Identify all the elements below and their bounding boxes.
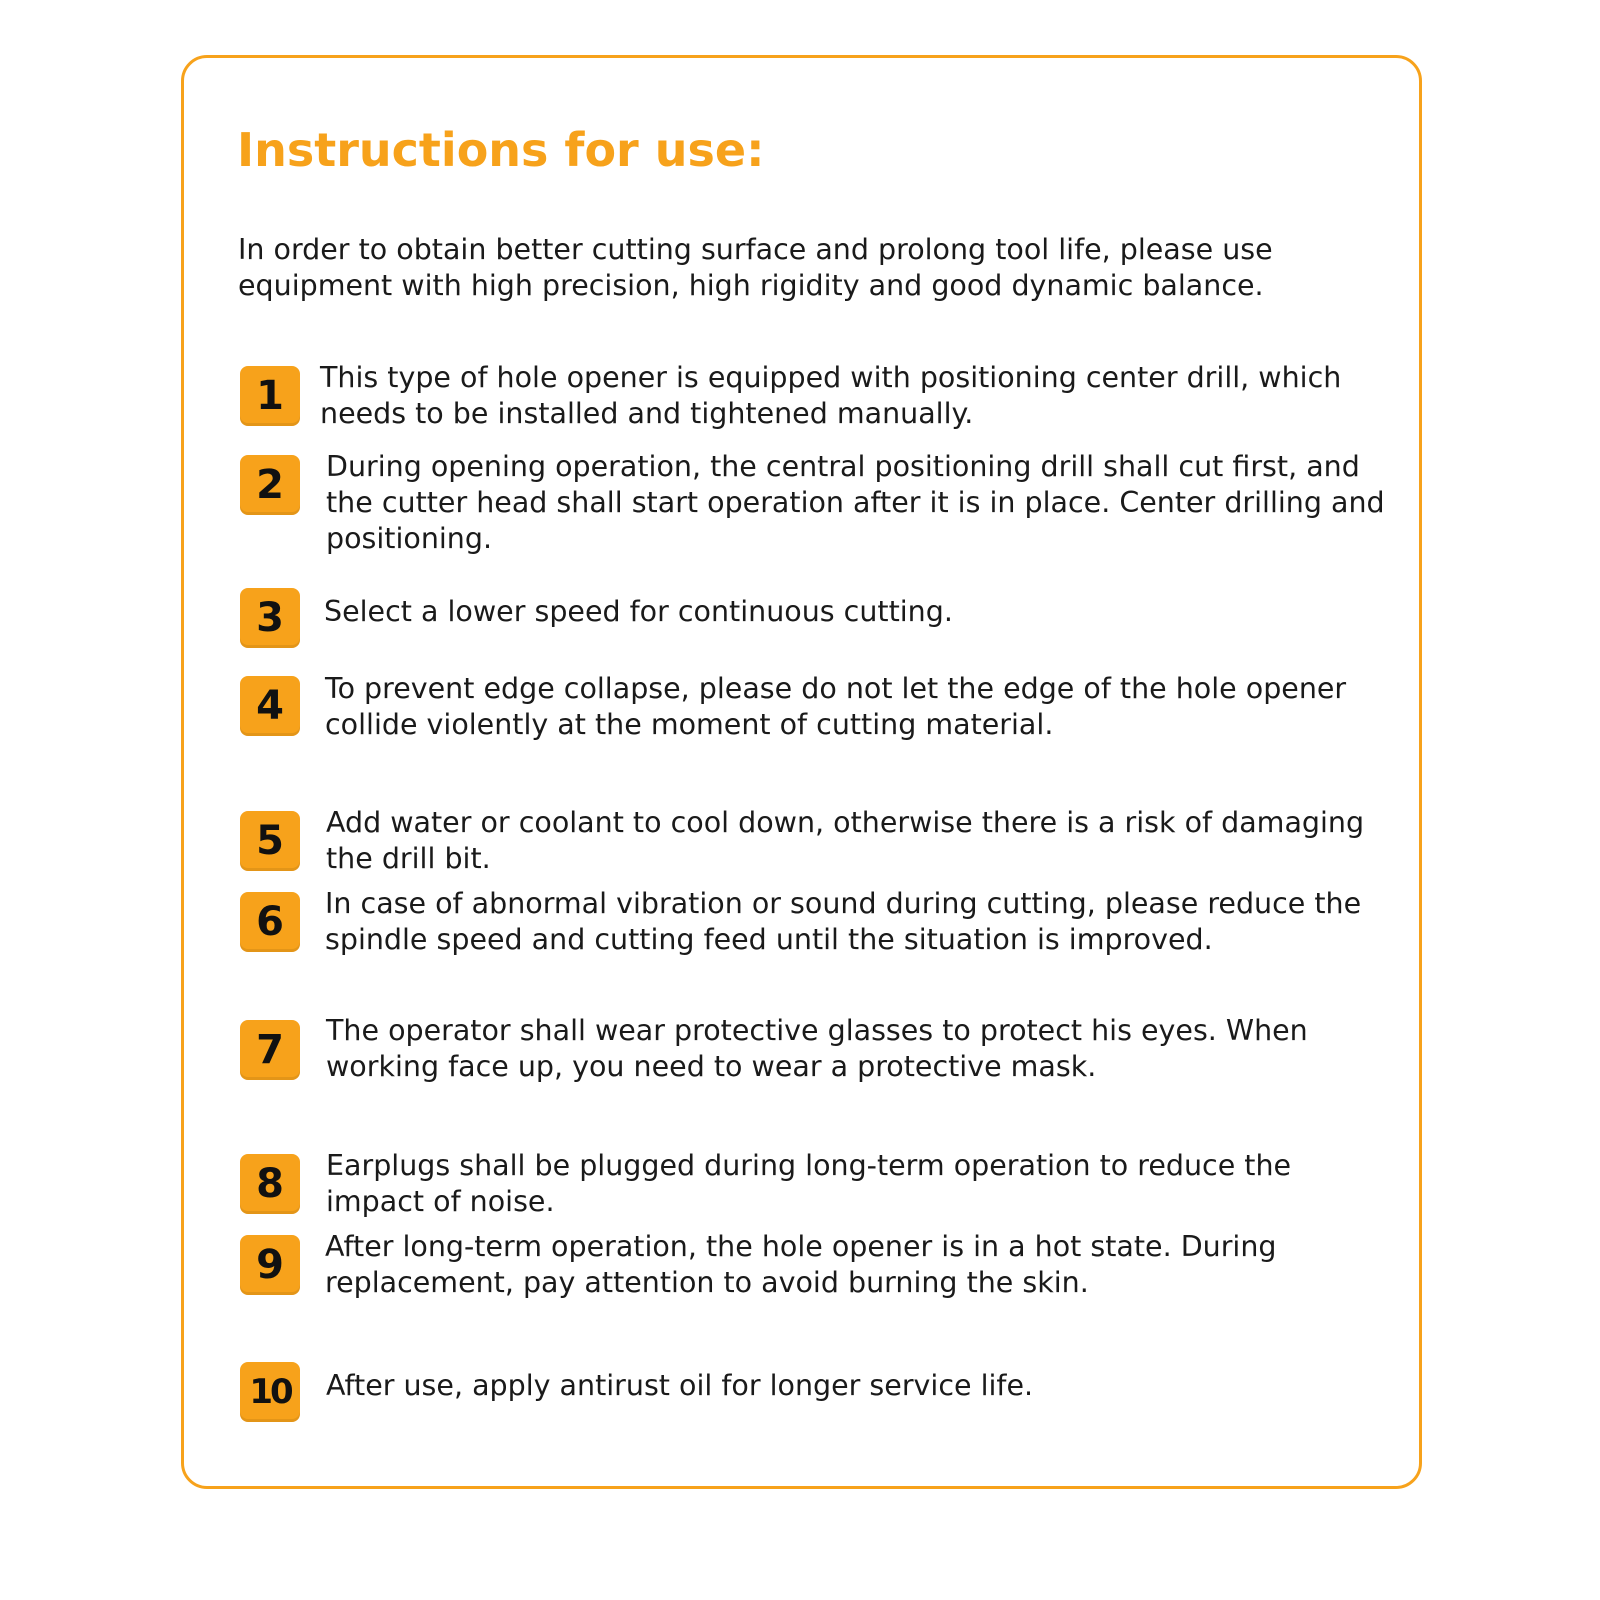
step-number-badge: 10 [240, 1362, 300, 1422]
step-number-badge: 4 [240, 676, 300, 736]
page-title: Instructions for use: [237, 123, 765, 177]
step-number-badge: 5 [240, 811, 300, 871]
step-number-badge: 1 [240, 366, 300, 426]
step-number-badge: 6 [240, 892, 300, 952]
step-text: Select a lower speed for continuous cutting. [324, 595, 953, 628]
step-number-badge: 9 [240, 1235, 300, 1295]
intro-paragraph: In order to obtain better cutting surface and prolong tool life, please use equipment with high precision, high rigidity and good dynamic balance. [238, 233, 1273, 302]
step-text: After use, apply antirust oil for longer service life. [326, 1369, 1034, 1402]
step-number-badge: 7 [240, 1020, 300, 1080]
step-text: Earplugs shall be plugged during long-term operation to reduce the impact of noise. [326, 1149, 1292, 1218]
step-text: During opening operation, the central positioning drill shall cut first, and the cutter head shall start operation after it is in place. Center drilling and positioning. [326, 450, 1385, 555]
step-text: This type of hole opener is equipped with positioning center drill, which needs to be installed and tightened manually. [320, 361, 1342, 430]
step-text: Add water or coolant to cool down, otherwise there is a risk of damaging the drill bit. [326, 806, 1365, 875]
step-number-badge: 3 [240, 588, 300, 648]
step-number-badge: 2 [240, 455, 300, 515]
step-number-badge: 8 [240, 1154, 300, 1214]
step-text: To prevent edge collapse, please do not let the edge of the hole opener collide violently at the moment of cutting material. [325, 672, 1347, 741]
step-text: In case of abnormal vibration or sound during cutting, please reduce the spindle speed and cutting feed until the situation is improved. [325, 887, 1362, 956]
step-text: After long-term operation, the hole opener is in a hot state. During replacement, pay attention to avoid burning the skin. [325, 1230, 1277, 1299]
step-text: The operator shall wear protective glasses to protect his eyes. When working face up, you need to wear a protective mask. [326, 1014, 1308, 1083]
